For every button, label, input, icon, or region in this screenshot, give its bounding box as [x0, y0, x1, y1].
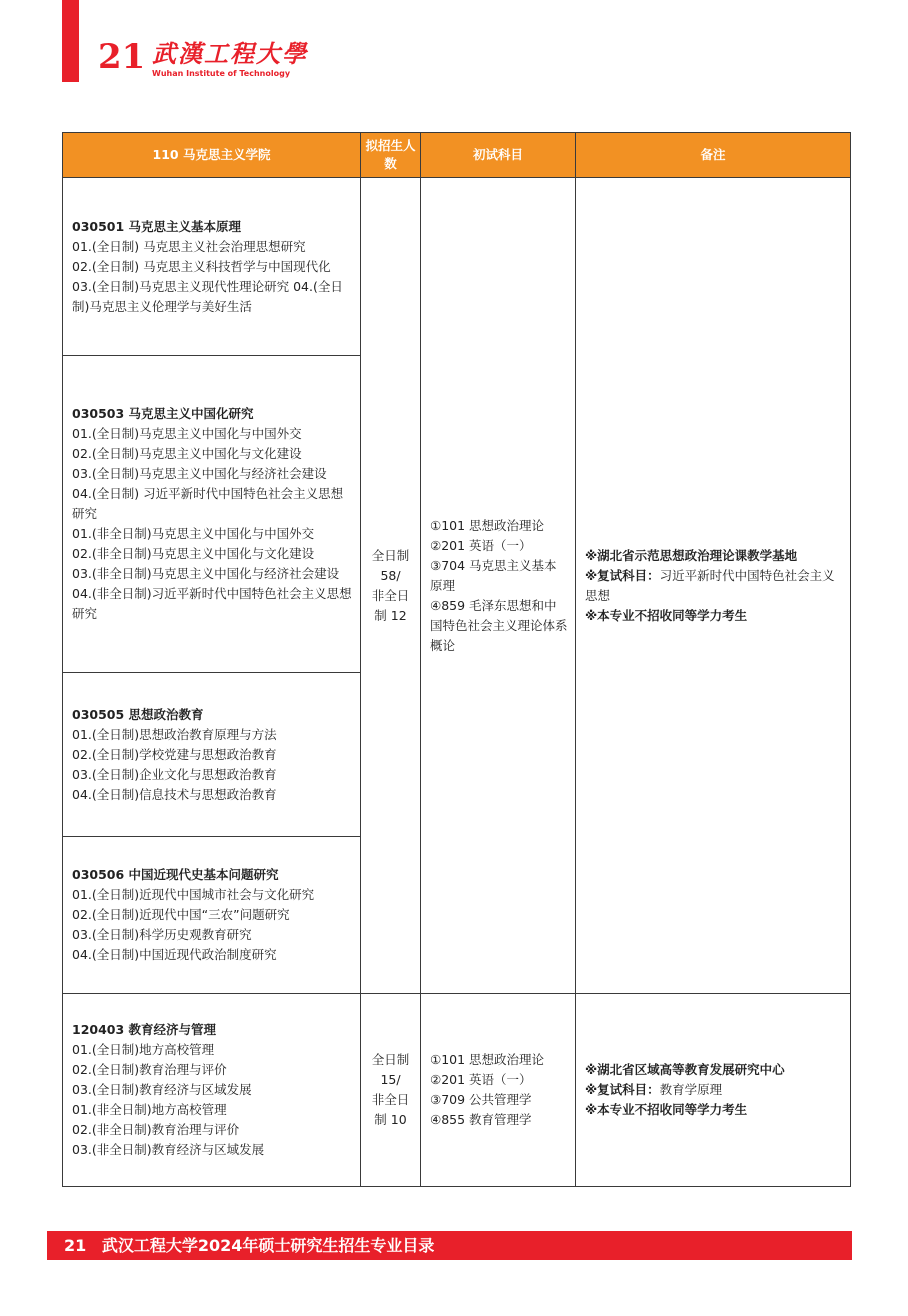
direction-item: 03.(非全日制)马克思主义中国化与经济社会建设: [72, 566, 340, 581]
quota-line: 15/: [380, 1072, 401, 1087]
note-base: ※湖北省区域高等教育发展研究中心: [585, 1062, 785, 1077]
direction-item: 01.(全日制)近现代中国城市社会与文化研究: [72, 887, 315, 902]
logo-english-name: Wuhan Institute of Technology: [152, 69, 291, 78]
quota-line: 58/: [380, 567, 401, 583]
table-header-row: [63, 133, 851, 178]
major-cell-030503: [63, 356, 361, 673]
direction-item: 04.(全日制) 习近平新时代中国特色社会主义思想研究: [72, 486, 344, 521]
footer-page-number: 21: [64, 1236, 87, 1255]
exam-subject: ①101 思想政治理论: [430, 517, 545, 533]
header-page-number: 21: [98, 37, 146, 77]
quota-cell: [361, 178, 421, 994]
major-catalog-table: [62, 132, 851, 1187]
note-retest-value: 教育学原理: [659, 1082, 723, 1097]
exam-subject: ③709 公共管理学: [430, 1092, 532, 1107]
university-logo: [152, 39, 322, 78]
quota-line: 制 12: [374, 607, 407, 623]
direction-item: 03.(全日制)企业文化与思想政治教育: [72, 766, 277, 782]
quota-line: 全日制: [371, 1052, 410, 1067]
major-title: 120403 教育经济与管理: [72, 1022, 217, 1037]
note-base: ※湖北省示范思想政治理论课教学基地: [585, 547, 798, 563]
table-row: [63, 178, 851, 356]
notes-cell: [576, 178, 851, 994]
direction-item: 02.(全日制)教育治理与评价: [72, 1062, 227, 1077]
exam-subject: ②201 英语（一）: [430, 537, 532, 553]
footer-bar: [47, 1231, 852, 1260]
exam-subject: ①101 思想政治理论: [430, 1052, 545, 1067]
major-cell-120403: [63, 994, 361, 1187]
note-retest-label: ※复试科目：: [585, 567, 660, 583]
direction-item: 01.(全日制) 马克思主义社会治理思想研究: [72, 238, 306, 254]
major-cell-030501: [63, 178, 361, 356]
exam-subjects-cell: [421, 994, 576, 1187]
quota-line: 制 10: [374, 1112, 407, 1127]
quota-line: 非全日: [371, 587, 410, 603]
quota-line: 非全日: [371, 1092, 410, 1107]
direction-item: 03.(非全日制)教育经济与区域发展: [72, 1142, 265, 1157]
direction-item: 02.(非全日制)教育治理与评价: [72, 1122, 240, 1137]
major-title: 030503 马克思主义中国化研究: [72, 406, 254, 421]
header-red-tab: [62, 0, 79, 82]
exam-subjects-cell: [421, 178, 576, 994]
header-quota: 拟招生人数: [361, 133, 421, 178]
direction-item: 02.(全日制)学校党建与思想政治教育: [72, 746, 277, 762]
direction-item: 02.(全日制) 马克思主义科技哲学与中国现代化: [72, 258, 331, 274]
major-title: 030501 马克思主义基本原理: [72, 218, 242, 234]
direction-item: 02.(非全日制)马克思主义中国化与文化建设: [72, 546, 315, 561]
major-title: 030505 思想政治教育: [72, 706, 204, 722]
major-cell-030506: [63, 837, 361, 994]
direction-item: 04.(非全日制)习近平新时代中国特色社会主义思想研究: [72, 586, 352, 621]
exam-subject: ③704 马克思主义基本原理: [430, 557, 557, 593]
direction-item: 01.(全日制)地方高校管理: [72, 1042, 215, 1057]
note-retest: [585, 566, 842, 606]
direction-item: 01.(非全日制)马克思主义中国化与中国外交: [72, 526, 315, 541]
quota-line: 全日制: [371, 547, 410, 563]
footer-title: 武汉工程大学2024年硕士研究生招生专业目录: [101, 1236, 435, 1255]
header-notes: 备注: [576, 133, 851, 178]
note-retest: [585, 1080, 842, 1100]
direction-item: 03.(全日制)科学历史观教育研究: [72, 927, 252, 942]
direction-item: 01.(全日制)思想政治教育原理与方法: [72, 726, 277, 742]
note-equivalent: ※本专业不招收同等学力考生: [585, 1102, 748, 1117]
direction-item: 03.(全日制)马克思主义现代性理论研究 04.(全日制)马克思主义伦理学与美好生活: [72, 278, 343, 314]
direction-item: 01.(非全日制)地方高校管理: [72, 1102, 227, 1117]
header-exam-subjects: 初试科目: [421, 133, 576, 178]
exam-subject: ②201 英语（一）: [430, 1072, 532, 1087]
exam-subject: ④855 教育管理学: [430, 1112, 532, 1127]
direction-item: 04.(全日制)信息技术与思想政治教育: [72, 786, 277, 802]
direction-item: 03.(全日制)马克思主义中国化与经济社会建设: [72, 466, 327, 481]
direction-item: 02.(全日制)马克思主义中国化与文化建设: [72, 446, 302, 461]
notes-cell: [576, 994, 851, 1187]
direction-item: 04.(全日制)中国近现代政治制度研究: [72, 947, 277, 962]
direction-item: 01.(全日制)马克思主义中国化与中国外交: [72, 426, 302, 441]
header-college: 110 马克思主义学院: [63, 133, 361, 178]
note-equivalent: ※本专业不招收同等学力考生: [585, 607, 748, 623]
quota-cell: [361, 994, 421, 1187]
table-row: [63, 994, 851, 1187]
direction-item: 02.(全日制)近现代中国“三农”问题研究: [72, 907, 290, 922]
note-retest-label: ※复试科目：: [585, 1082, 660, 1097]
logo-chinese-name: 武漢工程大學: [152, 39, 308, 68]
note-retest-value: 习近平新时代中国特色社会主义思想: [585, 567, 835, 603]
major-cell-030505: [63, 673, 361, 837]
direction-item: 03.(全日制)教育经济与区域发展: [72, 1082, 252, 1097]
major-title: 030506 中国近现代史基本问题研究: [72, 867, 279, 882]
exam-subject: ④859 毛泽东思想和中国特色社会主义理论体系概论: [430, 597, 568, 653]
